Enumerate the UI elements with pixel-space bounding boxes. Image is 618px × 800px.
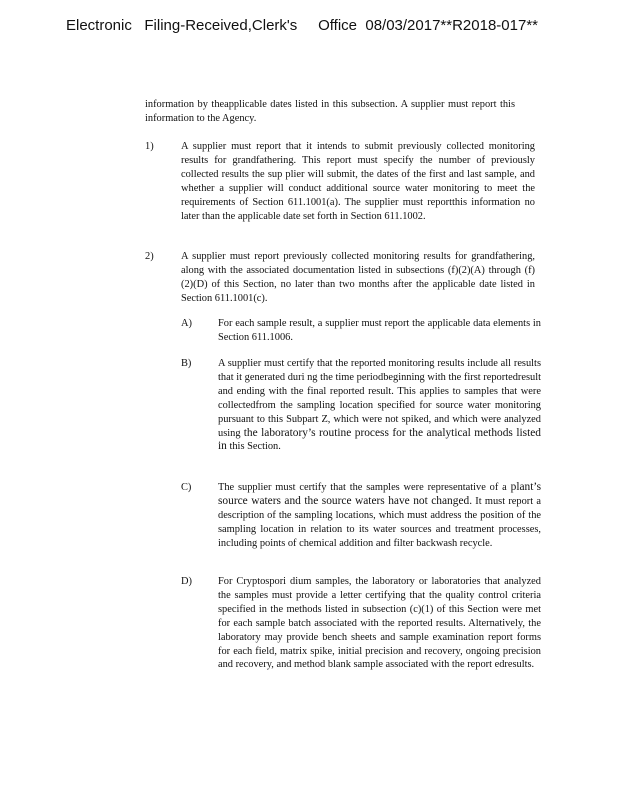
item-text: A supplier must report that it intends to submit previously collected monitoring results for grandfathering. This report must specify the number of previously collected results the sup plier will submit, the dates of the first and last sample, and whether a supplier will conduct additional source water monitoring to meet the requirements of Section 611.1001(a). The supplier must reportthis information no later than the applicable date set forth in Section 611.1002. xyxy=(181,141,535,222)
subitem-text-part: A supplier must certify that the reported monitoring results include all results that it generated duri ng the time periodbeginning with the first reportedresult and ending with the final reported result. This applies to samples that were collectedfrom the sampling location specified for source water monitoring pursuant to this Subpart Z, which were not spiked, and which were analyzed using xyxy=(218,358,541,439)
subitem-letter: C) xyxy=(181,482,192,493)
subitem-letter: B) xyxy=(181,358,192,369)
filing-header: Electronic Filing-Received,Clerk's Office 08/03/2017**R2018-017** xyxy=(66,17,538,34)
intro-paragraph: information by theapplicable dates listed in this subsection. A supplier must report this information to the Agency. xyxy=(145,99,515,124)
subitem-text-part: It must report a description of the sampling locations, which must address the position of the sampling location in relation to its water sources and treatment processes, including points of chemical addition and filter backwash recycle. xyxy=(218,495,541,549)
subitem-text-part: plant’s source waters and the source waters have not changed. xyxy=(218,481,541,507)
item-number: 2) xyxy=(145,251,154,262)
item-number: 1) xyxy=(145,141,154,152)
subitem-text: For each sample result, a supplier must report the applicable data elements in Section 611.1006. xyxy=(218,318,541,343)
subitem-text xyxy=(218,481,541,551)
subitem-letter: A) xyxy=(181,318,192,329)
subitem-text-part: the laboratory’s routine process for the analytical methods listed in xyxy=(218,426,541,453)
subitem-text xyxy=(218,357,541,454)
subitem-letter: D) xyxy=(181,576,192,587)
subitem-text-part: this Section. xyxy=(226,441,281,453)
item-text: A supplier must report previously collected monitoring results for grandfathering, along with the associated documentation listed in subsections (f)(2)(A) through (f)(2)(D) of this Section, no later than two months after the applicable date listed in Section 611.1001(c). xyxy=(181,251,535,304)
subitem-text-part: The supplier must certify that the samples were representative of a xyxy=(218,482,511,493)
subitem-text: For Cryptospori dium samples, the laboratory or laboratories that analyzed the samples must provide a letter certifying that the quality control criteria specified in the methods listed in subsection (c)(1) of this Section were met for each sample batch associated with the reported results. Alternatively, the laboratory may provide bench sheets and sample examination report forms for each field, matrix spike, initial precision and recovery, ongoing precision and recovery, and method blank sample associated with the report edresults. xyxy=(218,576,541,671)
